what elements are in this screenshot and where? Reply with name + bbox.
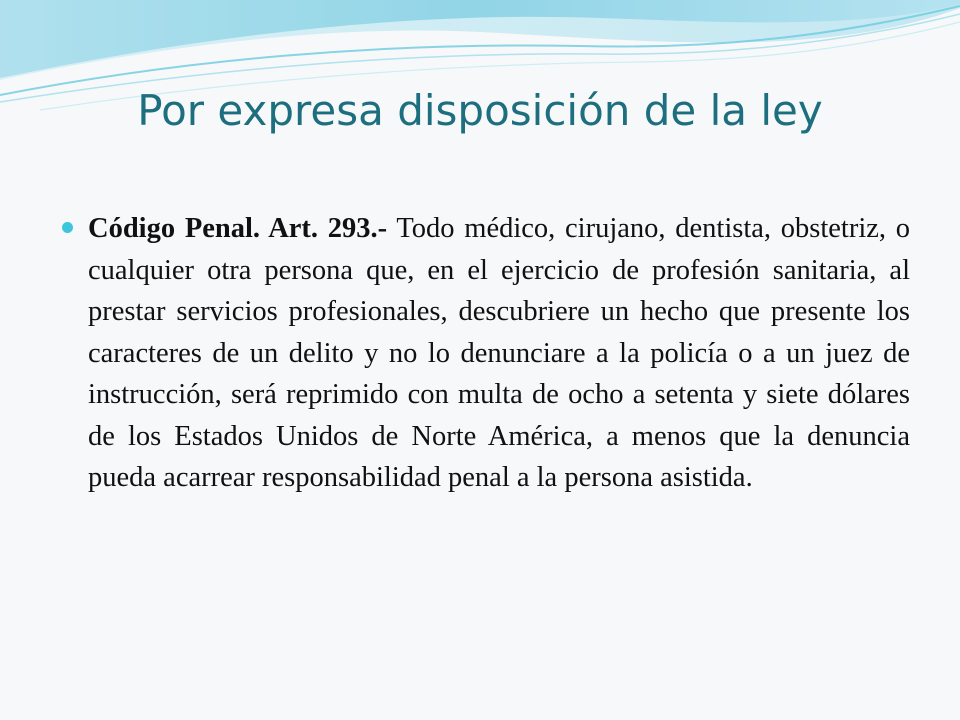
article-body: Todo médico, cirujano, dentista, obstetriz, o cualquier otra persona que, en el ejercicio de profesión sanitaria, al prestar servicios profesionales, descubriere un hecho que presente los caracteres de un delito y no lo denunciare a la policía o a un juez de instrucción, será reprimido con multa de ocho a setenta y siete dólares de los Estados Unidos de Norte América, a menos que la denuncia pueda acarrear responsabilidad penal a la persona asistida.	[88, 213, 910, 493]
bullet-dot-icon	[62, 222, 73, 233]
slide-title: Por expresa disposición de la ley	[137, 86, 823, 135]
slide-body	[60, 208, 910, 499]
bullet-item	[60, 208, 910, 499]
bullet-text	[88, 208, 910, 499]
article-reference: Código Penal. Art. 293.-	[88, 213, 388, 244]
